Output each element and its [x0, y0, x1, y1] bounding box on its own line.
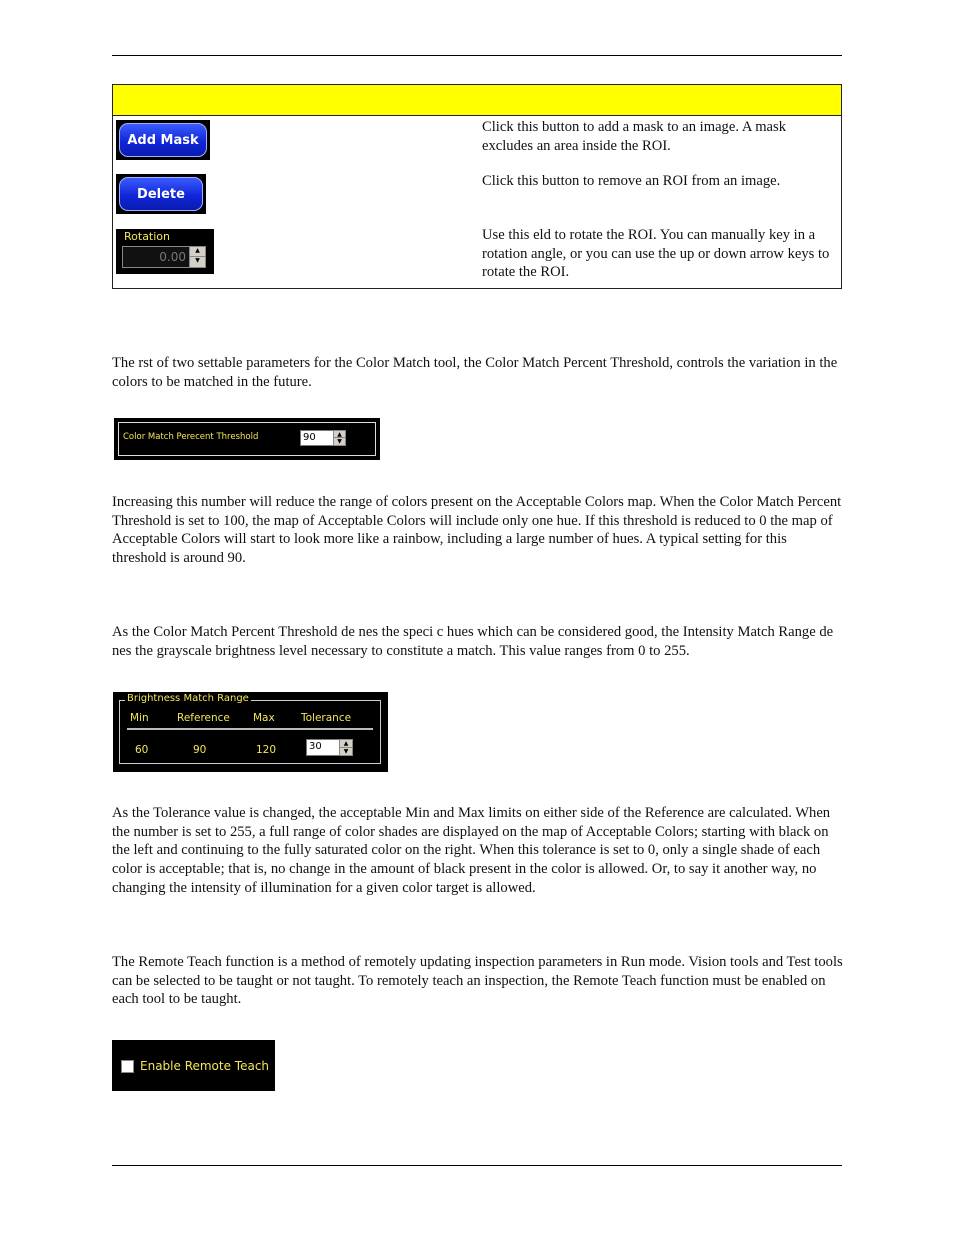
spin-down-icon[interactable]: ▼: [195, 257, 200, 264]
rotation-label: Rotation: [124, 230, 171, 243]
roi-controls-table: [112, 84, 842, 289]
add-mask-description: Click this button to add a mask to an image. A mask excludes an area inside the ROI.: [482, 119, 787, 154]
paragraph-threshold-effect: Increasing this number will reduce the range of colors present on the Acceptable Colors map. When the Color Match Percent Threshold is set to 100, the map of Acceptable Colors will include only one hue. If this threshold is reduced to 0 the map of Acceptable Colors will start to look more like a rainbow, including a large number of hues. A typical setting for this threshold is around 90.: [112, 494, 842, 567]
color-match-threshold-input[interactable]: 90: [300, 430, 334, 446]
brightness-match-range-widget: [113, 692, 388, 772]
tolerance-spinner[interactable]: [339, 739, 353, 756]
table-header-row: [113, 85, 841, 116]
remote-teach-widget: [112, 1040, 275, 1091]
color-match-label: Color Match Perecent Threshold: [123, 432, 259, 442]
delete-button[interactable]: Delete: [119, 177, 203, 211]
spin-down-icon[interactable]: ▼: [337, 438, 342, 445]
rotation-spinner[interactable]: [189, 246, 206, 268]
enable-remote-teach-checkbox[interactable]: [121, 1060, 134, 1073]
header-divider: [127, 728, 373, 730]
header-max: Max: [253, 712, 275, 724]
color-match-spinner[interactable]: [333, 430, 346, 446]
paragraph-intensity-range: As the Color Match Percent Threshold de nes the speci c hues which can be considered good, the Intensity Match Range de nes the grayscale brightness level necessary to constitute a match. This value ranges from 0 to 255.: [112, 624, 834, 659]
spin-up-icon[interactable]: ▲: [340, 740, 352, 748]
header-tolerance: Tolerance: [301, 712, 352, 724]
spin-down-icon[interactable]: ▼: [343, 747, 349, 755]
add-mask-button[interactable]: Add Mask: [119, 123, 207, 157]
paragraph-remote-teach: The Remote Teach function is a method of remotely updating inspection parameters in Run mode. Vision tools and Test tools can be selected to be taught or not taught. To remotely teach an inspection, the Remote Teach function must be enabled on each tool to be taught.: [112, 954, 843, 1008]
enable-remote-teach-label: Enable Remote Teach: [140, 1059, 270, 1073]
value-reference: 90: [193, 744, 207, 756]
paragraph-tolerance: As the Tolerance value is changed, the acceptable Min and Max limits on either side of the Reference are calculated. When the number is set to 255, a full range of color shades are displayed on the map of Acceptable Colors; starting with black on the left and continuing to the fully saturated color on the right. When this tolerance is set to 0, only a single shade of each color is acceptable; that is, no change in the amount of black present in the color is allowed. Or, to say it another way, no changing the intensity of illumination for a given color target is allowed.: [112, 805, 831, 896]
tolerance-input[interactable]: 30: [306, 739, 340, 756]
value-max: 120: [256, 744, 277, 756]
color-match-threshold-widget: [114, 418, 380, 460]
spin-up-icon[interactable]: ▲: [190, 247, 205, 257]
paragraph-color-match-intro: The rst of two settable parameters for the Color Match tool, the Color Match Percent Threshold, controls the variation in the colors to be matched in the future.: [112, 355, 838, 390]
header-min: Min: [130, 712, 149, 724]
brightness-group-title: Brightness Match Range: [127, 693, 249, 704]
footer-rule: [112, 1165, 842, 1166]
delete-description: Click this button to remove an ROI from an image.: [482, 173, 781, 189]
delete-button-image: [116, 174, 206, 214]
add-mask-button-image: [116, 120, 210, 160]
rotation-field-image: [116, 229, 214, 274]
header-rule: [112, 55, 842, 56]
header-reference: Reference: [177, 712, 230, 724]
rotation-description: Use this eld to rotate the ROI. You can manually key in a rotation angle, or you can use the up or down arrow keys to rotate the ROI.: [482, 227, 830, 281]
value-min: 60: [135, 744, 149, 756]
spin-up-icon[interactable]: ▲: [334, 431, 345, 438]
rotation-input[interactable]: 0.00: [122, 246, 190, 268]
